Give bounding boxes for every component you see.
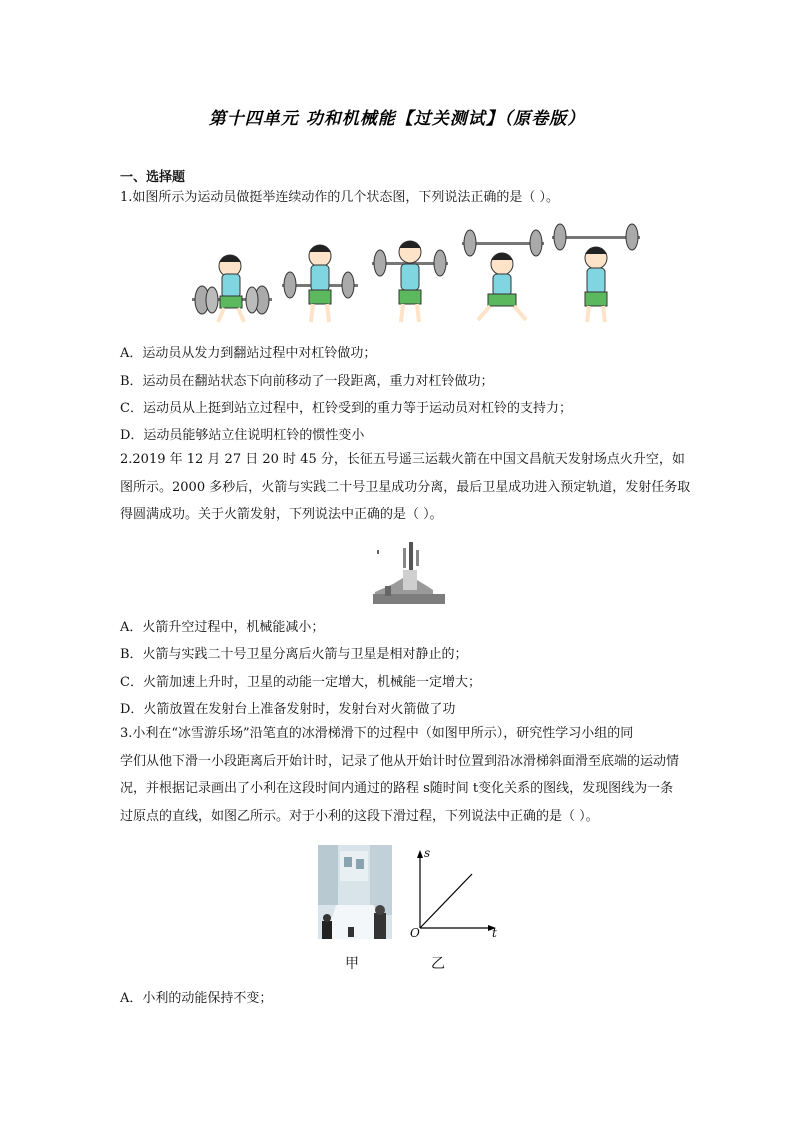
q1-option-b: B．运动员在翻站状态下向前移动了一段距离，重力对杠铃做功； xyxy=(120,374,494,389)
q1-option-d: D．运动员能够站立住说明杠铃的惯性变小 xyxy=(120,428,365,443)
q1-option-c: C．运动员从上挺到站立过程中，杠铃受到的重力等于运动员对杠铃的支持力； xyxy=(120,401,572,416)
figure-label-yi: 乙 xyxy=(431,956,445,972)
q2-stem-line-1: 2.2019 年 12 月 27 日 20 时 45 分，长征五号遥三运载火箭在中国文昌航天发射场点火升空，如 xyxy=(120,452,685,467)
q2-option-a: A．火箭升空过程中，机械能减小； xyxy=(120,620,325,635)
q2-option-b: B．火箭与实践二十号卫星分离后火箭与卫星是相对静止的； xyxy=(120,647,468,662)
q1-stem: 1.如图所示为运动员做挺举连续动作的几个状态图，下列说法正确的是（ ）。 xyxy=(120,190,560,205)
q2-stem xyxy=(120,446,700,529)
axis-t-label: t xyxy=(492,926,497,940)
q2-option-d: D．火箭放置在发射台上准备发射时，发射台对火箭做了功 xyxy=(120,702,456,717)
q1-option-a: A．运动员从发力到翻站过程中对杠铃做功； xyxy=(120,346,377,361)
ice-slide-photo xyxy=(318,845,392,939)
q3-stem-line-4: 过原点的直线，如图乙所示。对于小利的这段下滑过程，下列说法中正确的是（ ）。 xyxy=(120,808,599,824)
distance-time-graph xyxy=(404,846,504,942)
q2-stem-line-2: 图所示。2000 多秒后，火箭与实践二十号卫星成功分离，最后卫星成功进入预定轨道，发射任务取 xyxy=(120,479,691,495)
figure-label-jia: 甲 xyxy=(345,956,359,972)
q3-stem-line-3: 况，并根据记录画出了小利在这段时间内通过的路程 s随时间 t变化关系的图线，发现图线为一条 xyxy=(120,781,674,796)
axis-origin-label: O xyxy=(410,926,420,940)
q3-stem xyxy=(120,720,700,830)
q2-stem-line-3: 得圆满成功。关于火箭发射，下列说法中正确的是（ ）。 xyxy=(120,507,443,522)
axis-s-label: s xyxy=(424,846,431,860)
section-heading: 一、选择题 xyxy=(120,170,186,185)
q2-option-c: C．火箭加速上升时，卫星的动能一定增大，机械能一定增大； xyxy=(120,675,481,690)
weightlifter-figure xyxy=(188,218,648,330)
page-title: 第十四单元 功和机械能【过关测试】（原卷版） xyxy=(208,109,586,129)
q3-option-a: A．小利的动能保持不变； xyxy=(120,991,273,1006)
rocket-launch-photo xyxy=(373,534,445,604)
q3-stem-line-2: 学们从他下滑一小段距离后开始计时，记录了他从开始计时位置到沿冰滑梯斜面滑至底端的运动情 xyxy=(120,753,680,769)
q3-stem-line-1: 3.小利在“冰雪游乐场”沿笔直的冰滑梯滑下的过程中（如图甲所示），研究性学习小组的同 xyxy=(120,726,634,741)
